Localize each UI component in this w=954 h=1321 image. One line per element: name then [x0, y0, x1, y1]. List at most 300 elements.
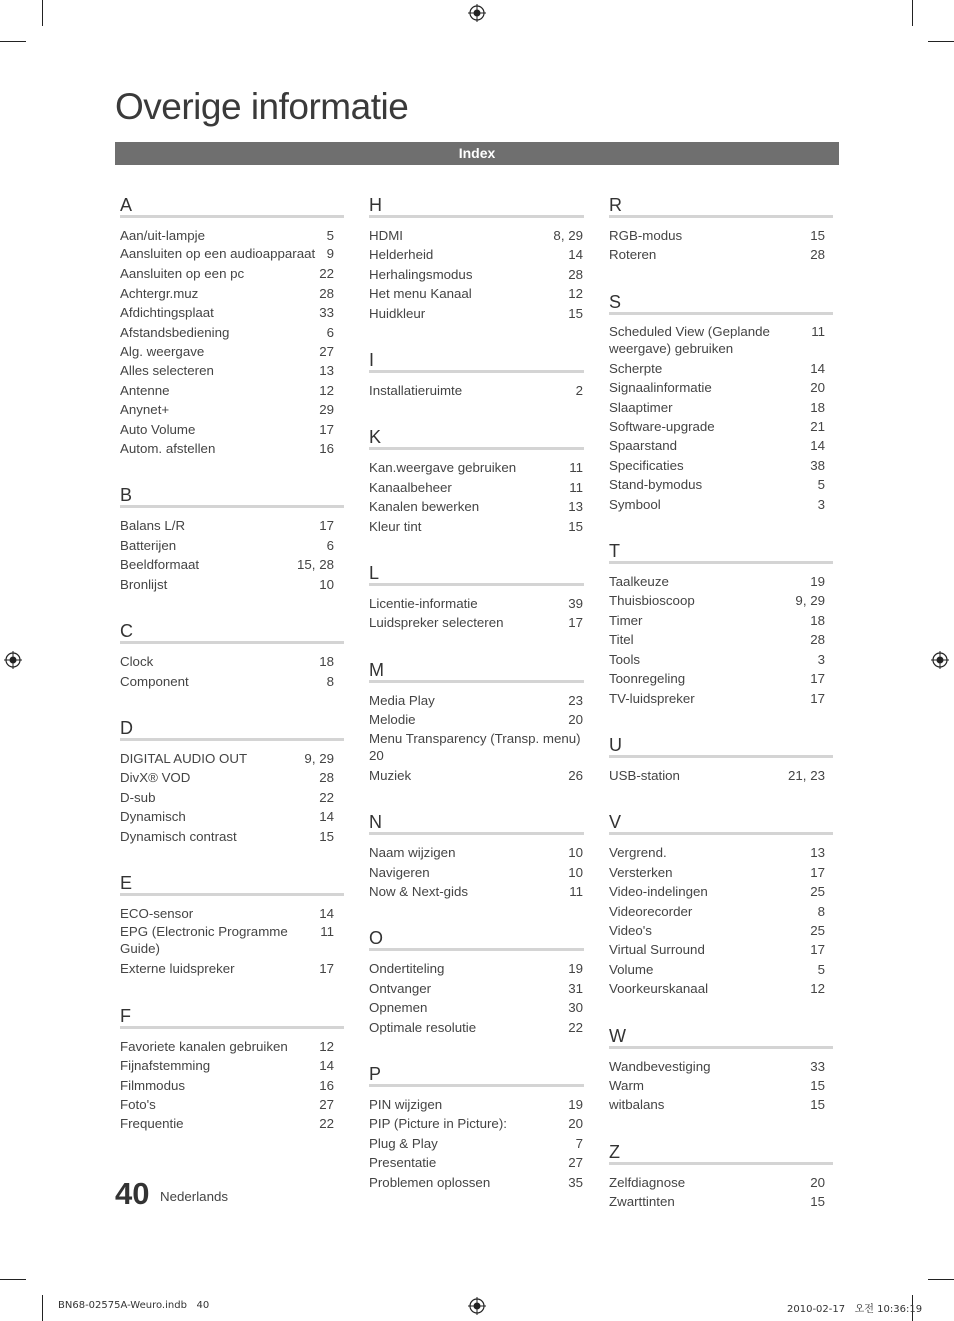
index-section [369, 809, 584, 901]
entry-pages: 27 [568, 1155, 583, 1171]
entry-pages: 27 [319, 1096, 334, 1112]
entry-term: PIP (Picture in Picture): [369, 1116, 507, 1132]
entry-term: Helderheid [369, 247, 434, 263]
entry-term: Dynamisch [120, 809, 186, 825]
index-entry [609, 1057, 833, 1076]
index-entry [120, 672, 344, 691]
index-entry [369, 1018, 584, 1037]
index-entry [120, 1095, 344, 1114]
entry-pages: 10 [319, 576, 334, 592]
entry-pages: 13 [319, 363, 334, 379]
index-entry [369, 882, 584, 901]
entry-term: Naam wijzigen [369, 845, 456, 861]
index-entry [369, 998, 584, 1017]
entry-term: Balans L/R [120, 518, 186, 534]
index-entry [609, 475, 833, 494]
entry-pages: 21 [810, 419, 825, 435]
entry-term: Spaarstand [609, 438, 678, 454]
entry-term: Fijnafstemming [120, 1058, 211, 1074]
index-entry [120, 807, 344, 826]
index-entry [609, 921, 833, 940]
entry-term: Kanaalbeheer [369, 479, 452, 495]
entry-term: Afdichtingsplaat [120, 305, 214, 321]
index-entry [609, 766, 833, 785]
index-column-3 [609, 192, 833, 1236]
index-entry [369, 979, 584, 998]
entry-term: Batterijen [120, 537, 177, 553]
entry-pages: 15 [810, 228, 825, 243]
index-entry [120, 303, 344, 322]
index-entry [369, 1173, 584, 1192]
entry-pages: 27 [319, 344, 334, 360]
entry-pages: 15 [568, 305, 583, 321]
entry-pages: 39 [568, 596, 583, 612]
section-letter: W [609, 1023, 833, 1049]
entry-pages: 18 [810, 612, 825, 628]
entry-pages: 20 [810, 1174, 825, 1190]
index-entry [609, 630, 833, 649]
index-section [369, 1061, 584, 1192]
registration-mark-icon [931, 651, 949, 669]
entry-term: Slaaptimer [609, 399, 673, 415]
index-entry [609, 591, 833, 610]
entry-pages: 12 [568, 286, 583, 302]
entry-term: Autom. afstellen [120, 441, 216, 457]
entry-term: Versterken [609, 864, 673, 880]
section-letter: C [120, 618, 344, 644]
entry-pages: 9, 29 [304, 750, 334, 766]
entry-pages: 15 [810, 1077, 825, 1093]
index-section [120, 192, 344, 458]
entry-term: Menu Transparency (Transp. menu) 20 [369, 730, 581, 763]
index-entry [609, 1095, 833, 1114]
entry-pages: 19 [568, 961, 583, 977]
entry-pages: 14 [319, 809, 334, 825]
entry-term: PIN wijzigen [369, 1096, 443, 1112]
index-section [369, 657, 584, 785]
entry-term: witbalans [609, 1097, 665, 1113]
registration-mark-icon [468, 1297, 486, 1315]
entry-term: Timer [609, 612, 643, 628]
entry-term: Signaalinformatie [609, 380, 712, 396]
entry-pages: 5 [326, 228, 334, 243]
entry-pages: 3 [817, 496, 825, 512]
index-entry [120, 749, 344, 768]
index-entry [369, 691, 584, 710]
entry-term: Taalkeuze [609, 574, 669, 590]
crop-mark-top-left-h [0, 41, 26, 42]
entry-pages: 28 [319, 285, 334, 301]
index-entry [369, 458, 584, 477]
entry-term: Anynet+ [120, 402, 170, 418]
index-entry [120, 536, 344, 555]
index-entry [120, 245, 344, 262]
entry-pages: 28 [568, 266, 583, 282]
entry-term: Stand-bymodus [609, 477, 703, 493]
entry-term: Licentie-informatie [369, 596, 478, 612]
entry-term: Videorecorder [609, 903, 693, 919]
entry-term: RGB-modus [609, 228, 683, 243]
index-entry [609, 611, 833, 630]
index-entry [120, 400, 344, 419]
entry-term: Zelfdiagnose [609, 1174, 686, 1190]
entry-term: Titel [609, 632, 634, 648]
index-section [609, 192, 833, 265]
section-letter: P [369, 1061, 584, 1087]
index-entry [369, 594, 584, 613]
entry-pages: 13 [568, 499, 583, 515]
index-entry [609, 417, 833, 436]
index-section [609, 1139, 833, 1212]
index-entry [609, 960, 833, 979]
crop-mark-top-right-h [928, 41, 954, 42]
entry-term: Aan/uit-lampje [120, 228, 205, 243]
index-entry [120, 381, 344, 400]
entry-pages: 15, 28 [297, 557, 334, 573]
index-entry [609, 650, 833, 669]
section-letter: T [609, 538, 833, 564]
entry-term: Alles selecteren [120, 363, 214, 379]
index-entry [369, 478, 584, 497]
entry-pages: 14 [810, 438, 825, 454]
entry-pages: 7 [575, 1135, 583, 1151]
entry-pages: 11 [569, 883, 583, 899]
entry-pages: 8 [817, 903, 825, 919]
index-entry [369, 959, 584, 978]
index-entry [369, 517, 584, 536]
index-entry [609, 398, 833, 417]
entry-pages: 14 [810, 360, 825, 376]
index-section [609, 538, 833, 708]
entry-term: Aansluiten op een pc [120, 266, 245, 282]
index-entry [369, 730, 584, 764]
index-section [609, 732, 833, 785]
entry-pages: 17 [810, 942, 825, 958]
entry-pages: 28 [810, 247, 825, 263]
index-entry [369, 613, 584, 632]
section-letter: N [369, 809, 584, 835]
entry-term: Roteren [609, 247, 657, 263]
entry-term: Software-upgrade [609, 419, 715, 435]
section-letter: O [369, 925, 584, 951]
entry-term: Video's [609, 922, 652, 938]
index-section [120, 618, 344, 691]
entry-term: Warm [609, 1077, 644, 1093]
index-entry [120, 1056, 344, 1075]
entry-pages: 15 [810, 1194, 825, 1210]
index-entry [120, 226, 344, 245]
index-entry [120, 284, 344, 303]
entry-term: USB-station [609, 767, 680, 783]
entry-pages: 10 [568, 845, 583, 861]
entry-term: Scherpte [609, 360, 663, 376]
index-section [120, 870, 344, 979]
entry-term: Bronlijst [120, 576, 168, 592]
index-entry [609, 245, 833, 264]
entry-pages: 17 [319, 518, 334, 534]
entry-pages: 29 [319, 402, 334, 418]
section-letter: L [369, 560, 584, 586]
index-entry [120, 361, 344, 380]
index-section [609, 1023, 833, 1115]
crop-mark-bottom-left-v [42, 1295, 43, 1321]
entry-term: Opnemen [369, 1000, 428, 1016]
entry-term: Voorkeurskanaal [609, 981, 709, 997]
entry-term: Melodie [369, 712, 416, 728]
index-entry [120, 1114, 344, 1133]
entry-term: Problemen oplossen [369, 1174, 491, 1190]
entry-pages: 25 [810, 884, 825, 900]
entry-term: Afstandsbediening [120, 324, 230, 340]
entry-pages: 20 [568, 712, 583, 728]
entry-pages: 6 [326, 537, 334, 553]
index-entry [609, 882, 833, 901]
entry-pages: 11 [811, 323, 825, 339]
entry-pages: 2 [575, 383, 583, 399]
entry-pages: 31 [568, 980, 583, 996]
entry-pages: 14 [319, 1058, 334, 1074]
registration-mark-icon [468, 4, 486, 22]
index-entry [369, 1114, 584, 1133]
entry-pages: 22 [568, 1019, 583, 1035]
index-entry [609, 359, 833, 378]
section-letter: R [609, 192, 833, 218]
entry-pages: 17 [319, 961, 334, 977]
entry-term: Antenne [120, 382, 170, 398]
entry-term: DIGITAL AUDIO OUT [120, 750, 248, 766]
index-section [609, 289, 833, 514]
entry-term: D-sub [120, 789, 156, 805]
entry-term: TV-luidspreker [609, 690, 695, 706]
entry-term: Ondertiteling [369, 961, 445, 977]
section-letter: A [120, 192, 344, 218]
entry-term: Externe luidspreker [120, 961, 235, 977]
entry-term: Auto Volume [120, 421, 196, 437]
index-entry [609, 1173, 833, 1192]
entry-term: Het menu Kanaal [369, 286, 472, 302]
entry-pages: 9, 29 [795, 593, 825, 609]
entry-pages: 20 [810, 380, 825, 396]
index-entry [609, 979, 833, 998]
entry-term: Media Play [369, 692, 435, 708]
entry-pages: 11 [569, 460, 583, 476]
entry-pages: 21, 23 [788, 767, 825, 783]
index-section [609, 809, 833, 998]
entry-pages: 17 [810, 671, 825, 687]
index-entry [120, 323, 344, 342]
index-entry [609, 843, 833, 862]
section-letter: D [120, 715, 344, 741]
entry-term: Virtual Surround [609, 942, 705, 958]
entry-pages: 15 [319, 828, 334, 844]
index-entry [120, 342, 344, 361]
registration-mark-icon [4, 651, 22, 669]
page-title: Overige informatie [115, 86, 409, 127]
entry-term: ECO-sensor [120, 905, 194, 921]
entry-term: Symbool [609, 496, 661, 512]
index-section [369, 560, 584, 633]
entry-pages: 16 [319, 441, 334, 457]
entry-pages: 28 [810, 632, 825, 648]
section-letter: H [369, 192, 584, 218]
index-section [120, 482, 344, 594]
index-entry [369, 1153, 584, 1172]
entry-pages: 25 [810, 922, 825, 938]
entry-pages: 22 [319, 266, 334, 282]
entry-pages: 3 [817, 651, 825, 667]
index-entry [120, 1037, 344, 1056]
entry-term: Muziek [369, 767, 412, 783]
index-section [120, 1003, 344, 1134]
entry-term: Specificaties [609, 457, 684, 473]
section-bar: Index [115, 142, 839, 165]
section-letter: I [369, 347, 584, 373]
entry-term: Herhalingsmodus [369, 266, 473, 282]
entry-pages: 5 [817, 477, 825, 493]
crop-mark-bottom-right-h [928, 1279, 954, 1280]
index-entry [609, 323, 833, 357]
entry-term: HDMI [369, 228, 403, 243]
entry-term: Beeldformaat [120, 557, 200, 573]
entry-pages: 17 [810, 864, 825, 880]
index-entry [369, 766, 584, 785]
index-entry [609, 669, 833, 688]
entry-term: Frequentie [120, 1116, 184, 1132]
entry-term: Clock [120, 654, 154, 670]
entry-term: Navigeren [369, 864, 430, 880]
entry-pages: 13 [810, 845, 825, 861]
entry-pages: 11 [569, 479, 583, 495]
index-entry [609, 1076, 833, 1095]
entry-term: Thuisbioscoop [609, 593, 695, 609]
index-entry [120, 768, 344, 787]
entry-term: Optimale resolutie [369, 1019, 477, 1035]
entry-pages: 8 [326, 673, 334, 689]
section-letter: U [609, 732, 833, 758]
entry-pages: 38 [810, 457, 825, 473]
entry-term: Kleur tint [369, 518, 422, 534]
entry-pages: 16 [319, 1077, 334, 1093]
entry-term: Huidkleur [369, 305, 426, 321]
entry-pages: 26 [568, 767, 583, 783]
entry-pages: 33 [319, 305, 334, 321]
index-entry [369, 497, 584, 516]
entry-term: Installatieruimte [369, 383, 463, 399]
entry-term: Vergrend. [609, 845, 667, 861]
index-entry [609, 436, 833, 455]
index-entry [609, 572, 833, 591]
entry-term: Dynamisch contrast [120, 828, 237, 844]
entry-pages: 17 [319, 421, 334, 437]
entry-pages: 20 [568, 1116, 583, 1132]
section-letter: S [609, 289, 833, 315]
entry-term: Scheduled View (Geplande weergave) gebruiken [609, 323, 770, 356]
entry-term: Foto's [120, 1096, 156, 1112]
index-section [120, 715, 344, 846]
page-language: Nederlands [160, 1189, 229, 1204]
index-entry [120, 420, 344, 439]
index-entry [120, 959, 344, 978]
entry-pages: 17 [810, 690, 825, 706]
entry-pages: 30 [568, 1000, 583, 1016]
index-entry [609, 940, 833, 959]
entry-term: Kan.weergave gebruiken [369, 460, 517, 476]
index-entry [609, 456, 833, 475]
entry-pages: 5 [817, 961, 825, 977]
entry-term: Presentatie [369, 1155, 437, 1171]
entry-term: Filmmodus [120, 1077, 186, 1093]
index-entry [369, 284, 584, 303]
page-number: 40 [115, 1176, 150, 1211]
entry-term: Luidspreker selecteren [369, 615, 504, 631]
index-entry [369, 245, 584, 264]
entry-term: Ontvanger [369, 980, 432, 996]
section-letter: K [369, 424, 584, 450]
index-column-1 [120, 192, 344, 1158]
entry-term: Achtergr.muz [120, 285, 199, 301]
index-entry [369, 863, 584, 882]
entry-term: Component [120, 673, 189, 689]
entry-term: Zwarttinten [609, 1194, 675, 1210]
entry-term: DivX® VOD [120, 770, 191, 786]
section-letter: E [120, 870, 344, 896]
index-section [369, 424, 584, 536]
entry-term: Plug & Play [369, 1135, 438, 1151]
index-entry [120, 827, 344, 846]
index-entry [120, 923, 344, 957]
entry-term: Favoriete kanalen gebruiken [120, 1038, 288, 1054]
entry-pages: 28 [319, 770, 334, 786]
entry-pages: 35 [568, 1174, 583, 1190]
entry-pages: 12 [810, 981, 825, 997]
entry-pages: 14 [568, 247, 583, 263]
section-letter: Z [609, 1139, 833, 1165]
index-entry [609, 902, 833, 921]
index-entry [120, 439, 344, 458]
index-section [369, 192, 584, 323]
crop-mark-top-right-v [912, 0, 913, 26]
index-entry [609, 863, 833, 882]
index-entry [120, 555, 344, 574]
index-column-2 [369, 192, 584, 1216]
index-entry [120, 516, 344, 535]
entry-pages: 15 [810, 1097, 825, 1113]
index-entry [120, 575, 344, 594]
entry-pages: 22 [319, 789, 334, 805]
index-entry [369, 381, 584, 400]
section-letter: V [609, 809, 833, 835]
index-entry [609, 689, 833, 708]
crop-mark-top-left-v [42, 0, 43, 26]
entry-pages: 33 [810, 1058, 825, 1074]
entry-term: Now & Next-gids [369, 883, 469, 899]
entry-term: EPG (Electronic Programme Guide) [120, 924, 288, 957]
entry-pages: 18 [319, 654, 334, 670]
entry-pages: 6 [326, 324, 334, 340]
index-section [369, 347, 584, 400]
section-letter: M [369, 657, 584, 683]
index-entry [120, 788, 344, 807]
index-section [369, 925, 584, 1037]
entry-pages: 11 [320, 924, 334, 940]
entry-term: Aansluiten op een audioapparaat [120, 246, 316, 262]
entry-term: Wandbevestiging [609, 1058, 711, 1074]
entry-pages: 19 [810, 574, 825, 590]
section-letter: B [120, 482, 344, 508]
section-letter: F [120, 1003, 344, 1029]
entry-pages: 15 [568, 518, 583, 534]
index-entry [120, 1076, 344, 1095]
